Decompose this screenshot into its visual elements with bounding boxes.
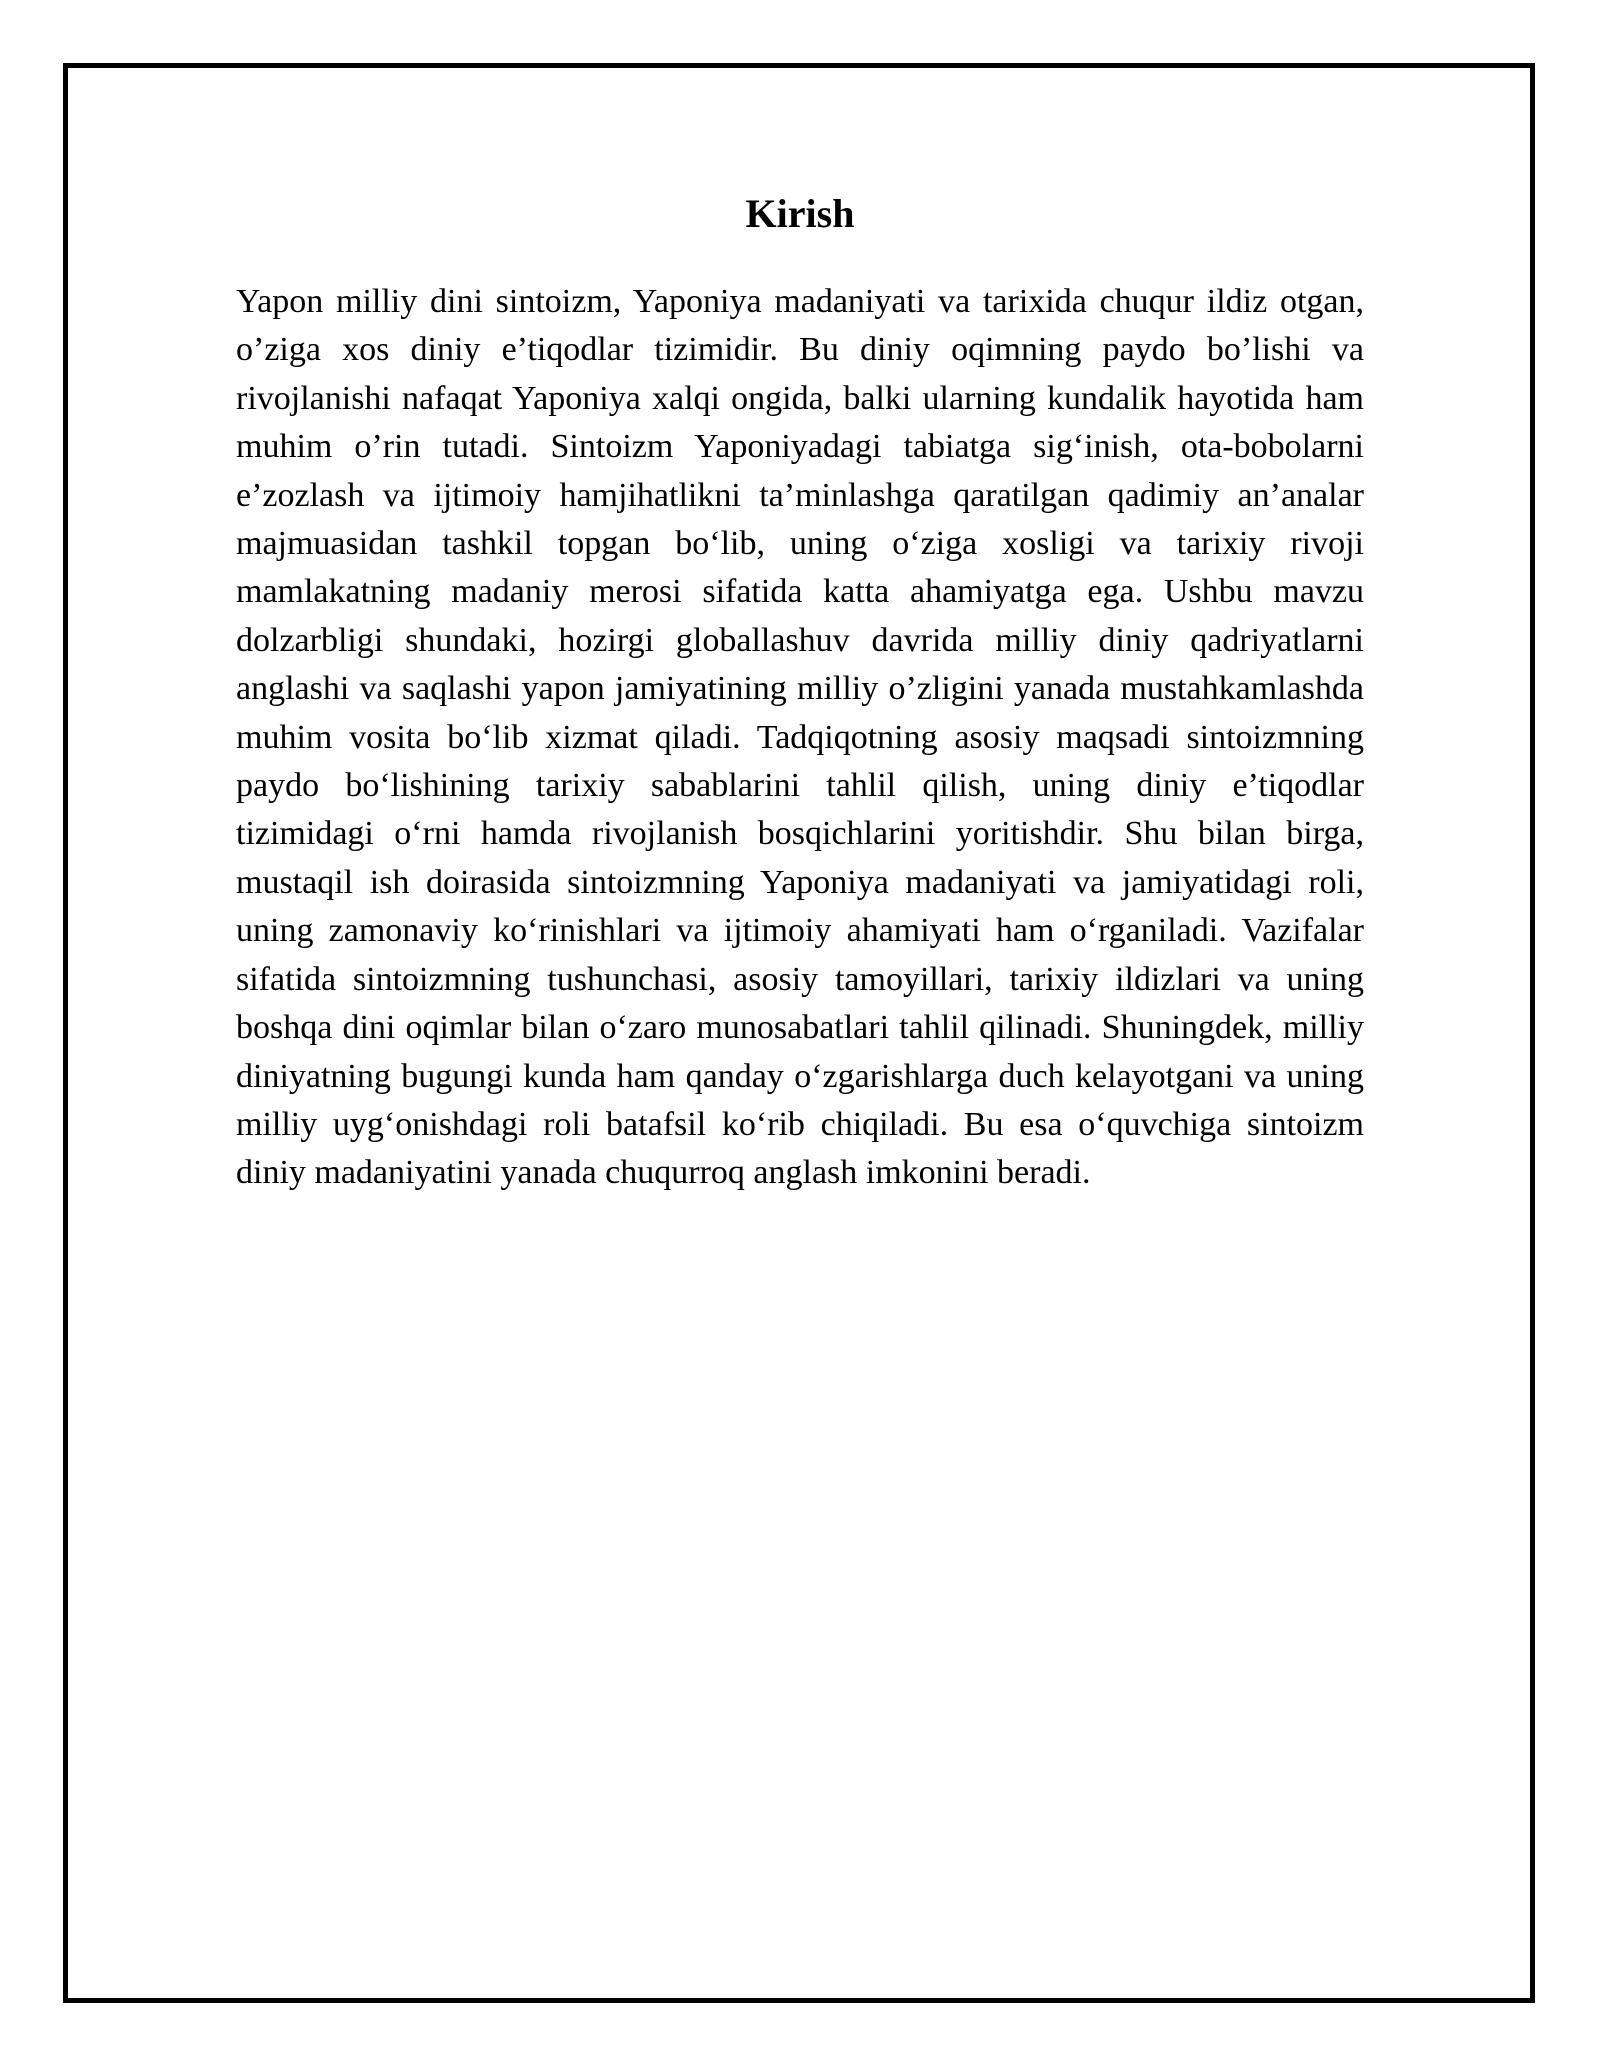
document-content bbox=[236, 188, 1364, 1198]
body-paragraph: Yapon milliy dini sintoizm, Yaponiya madaniyati va tarixida chuqur ildiz otgan, o’ziga xos diniy e’tiqodlar tizimidir. Bu diniy oqimning paydo bo’lishi va rivojlanishi nafaqat Yaponiya xalqi ongida, balki ularning kundalik hayotida ham muhim o’rin tutadi. Sintoizm Yaponiyadagi tabiatga sig‘inish, ota-bobolarni e’zozlash va ijtimoiy hamjihatlikni ta’minlashga qaratilgan qadimiy an’analar majmuasidan tashkil topgan bo‘lib, uning o‘ziga xosligi va tarixiy rivoji mamlakatning madaniy merosi sifatida katta ahamiyatga ega. Ushbu mavzu dolzarbligi shundaki, hozirgi globallashuv davrida milliy diniy qadriyatlarni anglashi va saqlashi yapon jamiyatining milliy o’zligini yanada mustahkamlashda muhim vosita bo‘lib xizmat qiladi. Tadqiqotning asosiy maqsadi sintoizmning paydo bo‘lishining tarixiy sabablarini tahlil qilish, uning diniy e’tiqodlar tizimidagi o‘rni hamda rivojlanish bosqichlarini yoritishdir. Shu bilan birga, mustaqil ish doirasida sintoizmning Yaponiya madaniyati va jamiyatidagi roli, uning zamonaviy ko‘rinishlari va ijtimoiy ahamiyati ham o‘rganiladi. Vazifalar sifatida sintoizmning tushunchasi, asosiy tamoyillari, tarixiy ildizlari va uning boshqa dini oqimlar bilan o‘zaro munosabatlari tahlil qilinadi. Shuningdek, milliy diniyatning bugungi kunda ham qanday o‘zgarishlarga duch kelayotgani va uning milliy uyg‘onishdagi roli batafsil ko‘rib chiqiladi. Bu esa o‘quvchiga sintoizm diniy madaniyatini yanada chuqurroq anglash imkonini beradi. bbox=[236, 283, 1364, 1192]
page-title: Kirish bbox=[745, 191, 855, 236]
